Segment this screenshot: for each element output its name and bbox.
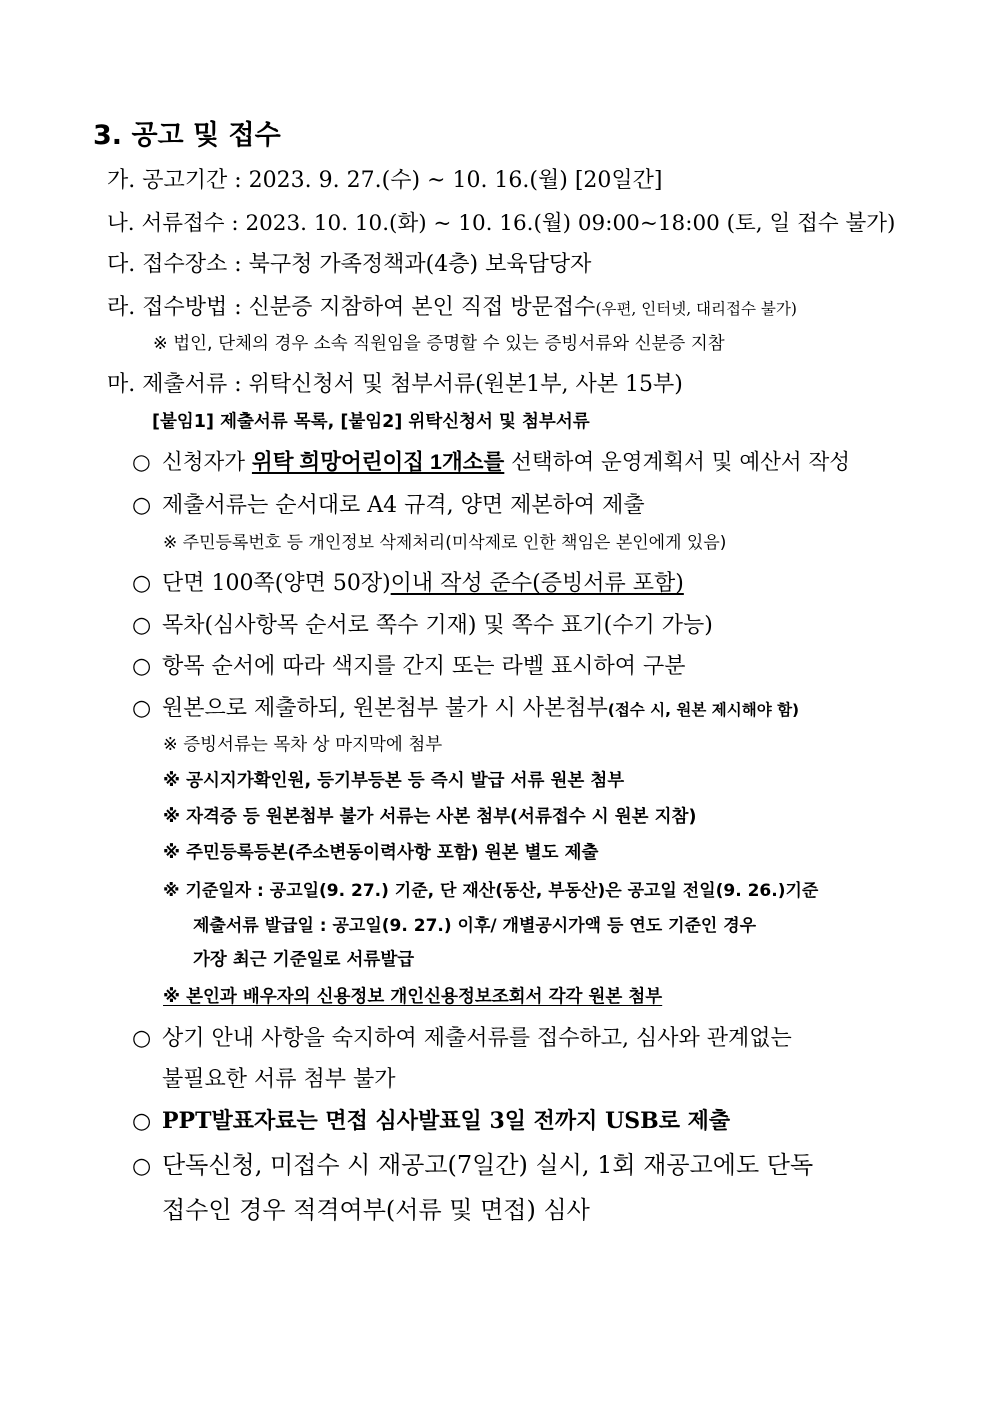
- bullet-continuation: 불필요한 서류 첨부 불가: [162, 1067, 396, 1092]
- bullet-circle: ○: [132, 613, 152, 638]
- bullet-circle: ○: [132, 654, 152, 679]
- bullet-item: ○ 상기 안내 사항을 숙지하여 제출서류를 접수하고, 심사와 관계없는: [132, 1026, 792, 1051]
- reference-note: ※ 주민등록등본(주소변동이력사항 포함) 원본 별도 제출: [163, 843, 599, 863]
- bullet-item: ○ 목차(심사항목 순서로 쪽수 기재) 및 쪽수 표기(수기 가능): [132, 613, 713, 638]
- bullet-circle: ○: [132, 696, 152, 721]
- item-receipt-place: 다. 접수장소 : 북구청 가족정책과(4층) 보육담당자: [107, 252, 592, 277]
- attachments-line: [붙임1] 제출서류 목록, [붙임2] 위탁신청서 및 첨부서류: [152, 412, 590, 432]
- bullet-item: ○ 항목 순서에 따라 색지를 간지 또는 라벨 표시하여 구분: [132, 654, 686, 679]
- reference-note: ※ 증빙서류는 목차 상 마지막에 첨부: [163, 735, 443, 755]
- reference-note: ※ 주민등록번호 등 개인정보 삭제처리(미삭제로 인한 책임은 본인에게 있음): [163, 533, 727, 553]
- item-announcement-period: 가. 공고기간 : 2023. 9. 27.(수) ~ 10. 16.(월) [20일간]: [107, 168, 663, 193]
- bullet-item: ○ 원본으로 제출하되, 원본첨부 불가 시 사본첨부(접수 시, 원본 제시해야 함): [132, 696, 800, 721]
- bullet-item: ○ 제출서류는 순서대로 A4 규격, 양면 제본하여 제출: [132, 493, 645, 518]
- item-submission-documents: 마. 제출서류 : 위탁신청서 및 첨부서류(원본1부, 사본 15부): [107, 372, 683, 397]
- reference-note: ※ 공시지가확인원, 등기부등본 등 즉시 발급 서류 원본 첨부: [163, 771, 625, 791]
- reference-note: ※ 기준일자 : 공고일(9. 27.) 기준, 단 재산(동산, 부동산)은 공고일 전일(9. 26.)기준: [163, 881, 819, 901]
- reference-note: ※ 자격증 등 원본첨부 불가 서류는 사본 첨부(서류접수 시 원본 지참): [163, 807, 697, 827]
- bullet-note: (접수 시, 원본 제시해야 함): [607, 701, 800, 719]
- bullet-circle: ○: [132, 571, 152, 596]
- item-receipt-method: 라. 접수방법 : 신분증 지참하여 본인 직접 방문접수(우편, 인터넷, 대리접수 불가): [107, 295, 797, 320]
- bullet-circle: ○: [132, 1026, 152, 1051]
- bullet-circle: ○: [132, 493, 152, 518]
- reference-note: 가장 최근 기준일로 서류발급: [193, 950, 415, 970]
- bullet-circle: ○: [132, 1109, 152, 1134]
- bullet-continuation: 접수인 경우 적격여부(서류 및 면접) 심사: [162, 1196, 590, 1224]
- receipt-method-reference: ※ 법인, 단체의 경우 소속 직원임을 증명할 수 있는 증빙서류와 신분증 지참: [153, 334, 725, 354]
- reference-note: ※ 본인과 배우자의 신용정보 개인신용정보조회서 각각 원본 첨부: [163, 987, 663, 1007]
- bullet-circle: ○: [132, 1154, 152, 1179]
- bullet-item: ○ 신청자가 위탁 희망어린이집 1개소를 선택하여 운영계획서 및 예산서 작성: [132, 450, 851, 475]
- bullet-item: ○ 단면 100쪽(양면 50장)이내 작성 준수(증빙서류 포함): [132, 571, 684, 596]
- item-document-receipt: 나. 서류접수 : 2023. 10. 10.(화) ~ 10. 16.(월) 09:00~18:00 (토, 일 접수 불가): [107, 211, 896, 236]
- receipt-method-note: (우편, 인터넷, 대리접수 불가): [595, 300, 797, 318]
- bullet-item: ○ 단독신청, 미접수 시 재공고(7일간) 실시, 1회 재공고에도 단독: [132, 1151, 814, 1179]
- reference-note: 제출서류 발급일 : 공고일(9. 27.) 이후/ 개별공시가액 등 연도 기준인 경우: [193, 916, 757, 936]
- bullet-emphasis: 위탁 희망어린이집 1개소를: [251, 450, 505, 474]
- bullet-emphasis: 이내 작성 준수(증빙서류 포함): [390, 571, 684, 596]
- section-title: 3. 공고 및 접수: [93, 120, 281, 151]
- bullet-circle: ○: [132, 450, 151, 475]
- bullet-item: ○ PPT발표자료는 면접 심사발표일 3일 전까지 USB로 제출: [132, 1108, 731, 1134]
